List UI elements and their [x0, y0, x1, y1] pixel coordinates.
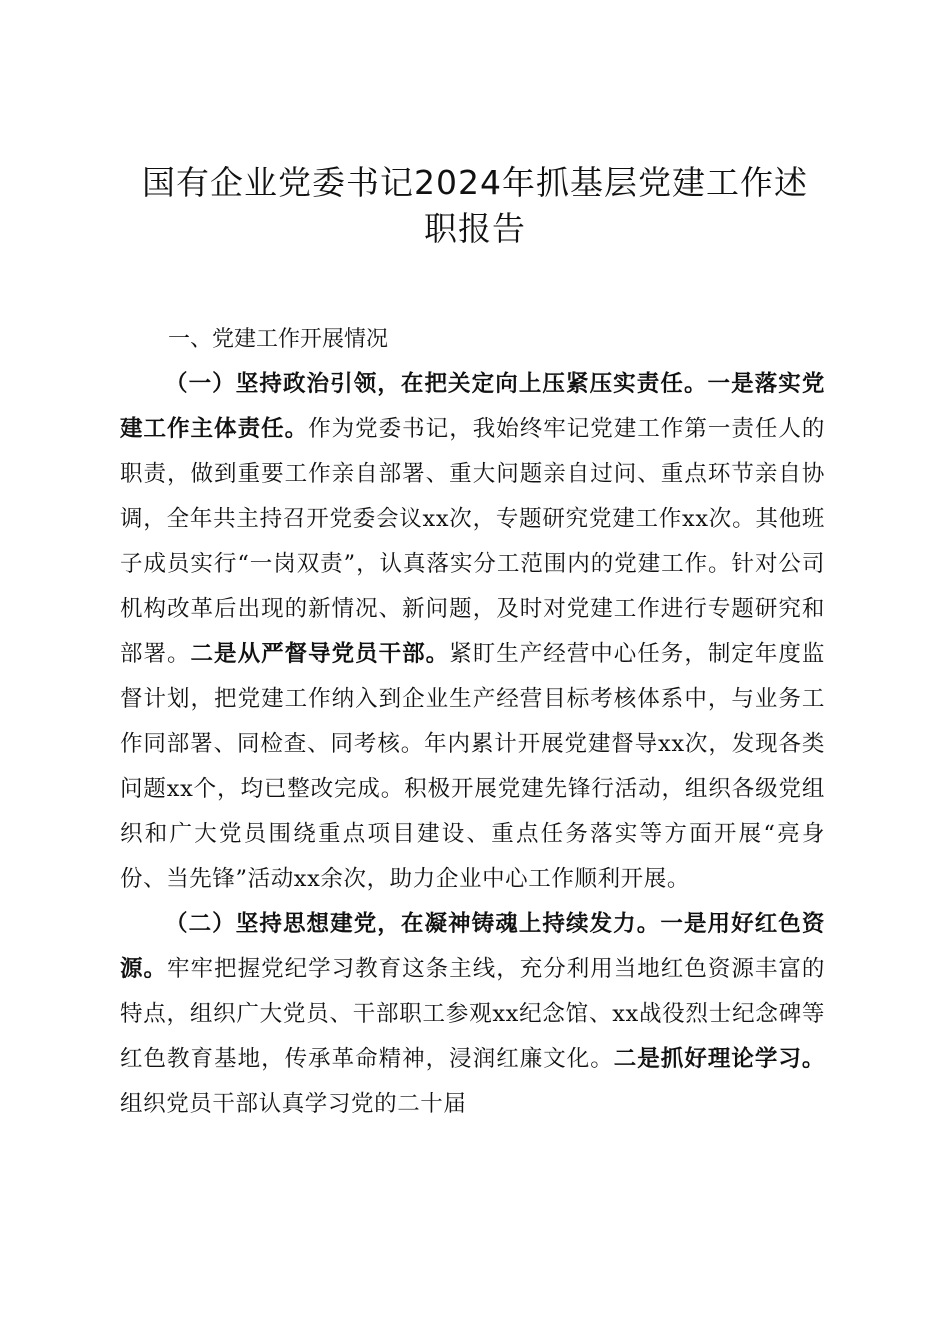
paragraph-2 — [120, 902, 825, 1127]
paragraph-2-text-2: 组织党员干部认真学习党的二十届 — [120, 1091, 467, 1117]
paragraph-1-text-1: 作为党委书记，我始终牢记党建工作第一责任人的职责，做到重要工作亲自部署、重大问题亲自过问、重点环节亲自协调，全年共主持召开党委会议xx次，专题研究党建工作xx次。其他班子成员实行“一岗双责”，认真落实分工范围内的党建工作。针对公司机构改革后出现的新情况、新问题，及时对党建工作进行专题研究和部署。 — [120, 416, 825, 667]
document-title — [100, 160, 850, 252]
section-heading: 一、党建工作开展情况 — [168, 327, 389, 352]
paragraph-2-text-1: 牢牢把握党纪学习教育这条主线，充分利用当地红色资源丰富的特点，组织广大党员、干部职工参观xx纪念馆、xx战役烈士纪念碑等红色教育基地，传承革命精神，浸润红廉文化。 — [120, 956, 825, 1072]
paragraph-1-text-2: 紧盯生产经营中心任务，制定年度监督计划，把党建工作纳入到企业生产经营目标考核体系中，与业务工作同部署、同检查、同考核。年内累计开展党建督导xx次，发现各类问题xx个，均已整改完成。积极开展党建先锋行活动，组织各级党组织和广大党员围绕重点项目建设、重点任务落实等方面开展“亮身份、当先锋”活动xx余次，助力企业中心工作顺利开展。 — [120, 641, 825, 892]
paragraph-2-lead-2: 二是抓好理论学习。 — [613, 1046, 825, 1072]
paragraph-2-lead: （二）坚持思想建党，在凝神铸魂上持续发力。一是用好红色资源。 — [120, 911, 825, 982]
paragraph-1 — [120, 362, 825, 902]
title-line-2: 职报告 — [424, 209, 526, 248]
document-body — [120, 318, 825, 1127]
paragraph-1-lead: （一）坚持政治引领，在把关定向上压紧压实责任。一是落实党建工作主体责任。 — [120, 371, 825, 442]
title-line-1: 国有企业党委书记2024年抓基层党建工作述 — [142, 163, 808, 202]
paragraph-1-lead-2: 二是从严督导党员干部。 — [190, 641, 450, 667]
